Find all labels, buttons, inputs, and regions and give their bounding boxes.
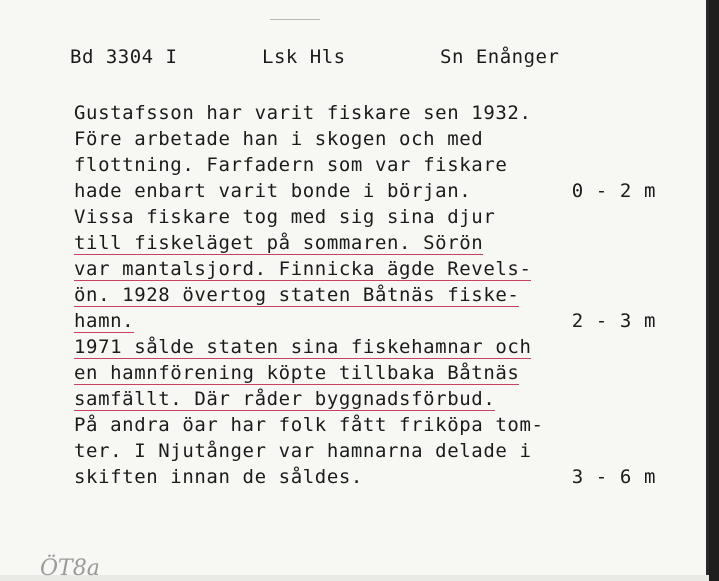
text-line: var mantalsjord. Finnicka ägde Revels- bbox=[74, 258, 532, 280]
text-line: till fiskeläget på sommaren. Sörön bbox=[74, 232, 484, 254]
text-line: samfällt. Där råder byggnadsförbud. bbox=[74, 388, 496, 410]
text-line: skiften innan de såldes. 3 - 6 m bbox=[74, 466, 656, 488]
text-line: ter. I Njutånger var hamnarna delade i bbox=[74, 440, 532, 462]
text-line: hamn. 2 - 3 m bbox=[74, 310, 656, 332]
text-line: ön. 1928 övertog staten Båtnäs fiske- bbox=[74, 284, 520, 306]
text-line: en hamnförening köpte tillbaka Båtnäs bbox=[74, 362, 520, 384]
archive-id: Bd 3304 I bbox=[70, 46, 178, 68]
text-line: På andra öar har folk fått friköpa tom- bbox=[74, 414, 544, 436]
card-edge bbox=[709, 0, 719, 581]
card-body bbox=[74, 100, 656, 490]
text-line: hade enbart varit bonde i början. 0 - 2 m bbox=[74, 180, 656, 202]
depth-mark: 2 - 3 m bbox=[571, 310, 656, 332]
divider bbox=[270, 19, 320, 20]
text-line: flottning. Farfadern som var fiskare bbox=[74, 154, 508, 176]
depth-mark: 0 - 2 m bbox=[571, 180, 656, 202]
parish: Sn Enånger bbox=[440, 46, 560, 68]
text-line: Vissa fiskare tog med sig sina djur bbox=[74, 206, 496, 228]
depth-mark: 3 - 6 m bbox=[571, 466, 656, 488]
text-line: Före arbetade han i skogen och med bbox=[74, 128, 484, 150]
province-code: Lsk Hls bbox=[262, 46, 346, 68]
text-line: 1971 sålde staten sina fiskehamnar och bbox=[74, 336, 532, 358]
text-line: Gustafsson har varit fiskare sen 1932. bbox=[74, 102, 532, 124]
handwritten-annotation: ÖT8a bbox=[40, 556, 100, 581]
